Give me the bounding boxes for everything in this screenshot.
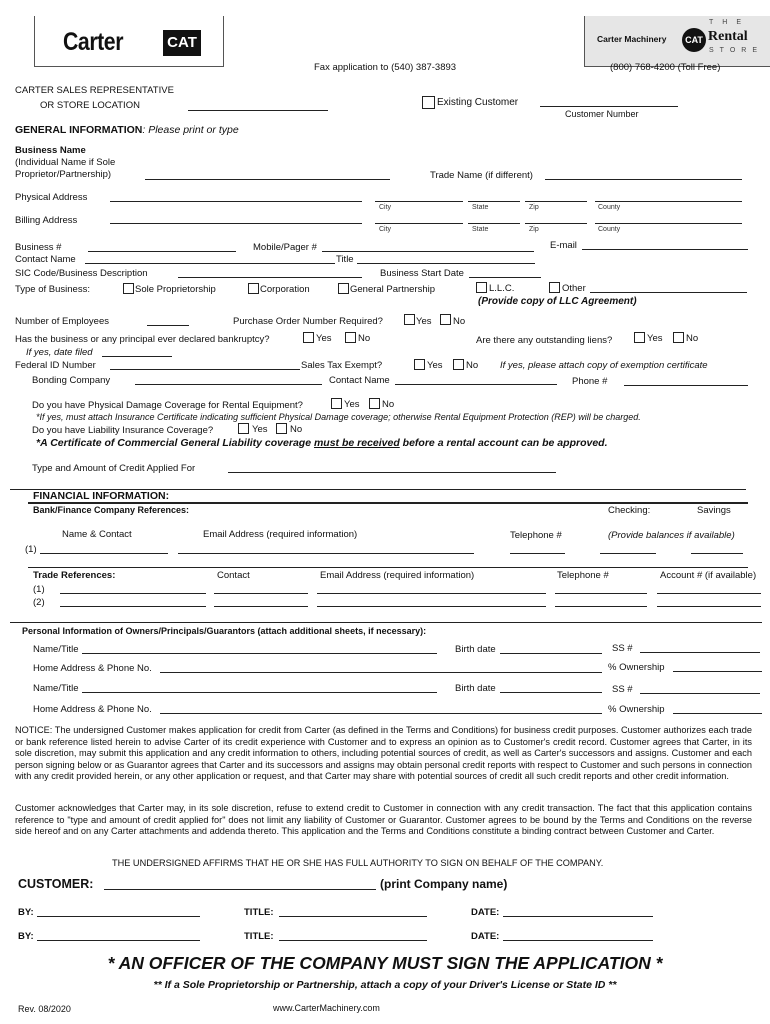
employees-field[interactable]	[147, 325, 189, 326]
sales-tax-label: Sales Tax Exempt?	[301, 360, 383, 371]
trade-1-account-field[interactable]	[657, 593, 761, 594]
bankruptcy-label: Has the business or any principal ever declared bankruptcy?	[15, 334, 270, 345]
federal-id-label: Federal ID Number	[15, 360, 96, 371]
billing-address-label: Billing Address	[15, 215, 78, 226]
existing-customer-checkbox[interactable]	[422, 96, 435, 109]
rental-store-logo-box	[584, 16, 770, 67]
personal-info-heading: Personal Information of Owners/Principals/Guarantors (attach additional sheets, if necessary):	[22, 626, 427, 636]
date-1-label: DATE:	[471, 907, 500, 918]
owner-2-name-field[interactable]	[82, 692, 437, 693]
general-info-heading: GENERAL INFORMATION: Please print or type	[15, 124, 239, 136]
sales-rep-field[interactable]	[188, 110, 328, 111]
print-company-label: (print Company name)	[380, 877, 508, 891]
email-field[interactable]	[582, 249, 748, 250]
rental-word: Rental	[708, 29, 748, 44]
existing-customer-label: Existing Customer	[437, 97, 519, 108]
title-field[interactable]	[357, 263, 535, 264]
liens-yes-label: Yes	[647, 333, 663, 344]
general-partnership-label: General Partnership	[350, 284, 436, 295]
po-no-checkbox[interactable]	[440, 314, 451, 325]
po-required-label: Purchase Order Number Required?	[233, 316, 383, 327]
balances-note: (Provide balances if available)	[608, 530, 735, 541]
liability-no-label: No	[290, 424, 303, 435]
officer-sign-warning: * AN OFFICER OF THE COMPANY MUST SIGN THE APPLICATION *	[107, 953, 663, 973]
business-name-label: Business Name	[15, 145, 86, 156]
billing-county-field[interactable]	[595, 223, 742, 224]
sales-tax-yes-label: Yes	[427, 360, 443, 371]
physical-county-label: County	[598, 204, 621, 211]
trade-refs-label: Trade References:	[33, 570, 116, 581]
llc-agreement-note: (Provide copy of LLC Agreement)	[478, 296, 637, 307]
bankruptcy-date-label: If yes, date filed	[26, 347, 93, 358]
billing-state-label: State	[472, 226, 489, 233]
fax-number: Fax application to (540) 387-3893	[314, 62, 457, 73]
trade-telephone-header: Telephone #	[557, 570, 609, 581]
trade-1-telephone-field[interactable]	[555, 593, 647, 594]
owner-1-ownership-label: % Ownership	[608, 662, 665, 673]
po-no-label: No	[453, 316, 466, 327]
date-2-field[interactable]	[503, 940, 653, 941]
sales-rep-label: CARTER SALES REPRESENTATIVE	[15, 85, 174, 96]
bankruptcy-no-label: No	[358, 333, 371, 344]
physical-state-label: State	[472, 204, 489, 211]
llc-label: L.L.C.	[489, 283, 515, 294]
federal-id-field[interactable]	[110, 369, 300, 370]
savings-label: Savings	[697, 505, 731, 516]
owner-2-name-label: Name/Title	[33, 683, 79, 694]
bankruptcy-yes-label: Yes	[316, 333, 332, 344]
date-2-label: DATE:	[471, 931, 500, 942]
damage-insurance-note: *If yes, must attach Insurance Certificate indicating sufficient Physical Damage coverage; otherwise Rental Equipment Protection (REP) will be charged.	[36, 412, 641, 422]
owner-2-ss-field[interactable]	[640, 693, 760, 694]
trade-2-account-field[interactable]	[657, 606, 761, 607]
customer-label: CUSTOMER:	[18, 877, 94, 891]
damage-yes-label: Yes	[344, 399, 360, 410]
business-number-label: Business #	[15, 242, 62, 253]
liability-certificate-note: *A Certificate of Commercial General Liability coverage must be received before a rental account can be approved.	[36, 437, 608, 449]
bankruptcy-no-checkbox[interactable]	[345, 332, 356, 343]
title-1-label: TITLE:	[244, 907, 274, 918]
sic-label: SIC Code/Business Description	[15, 268, 148, 279]
bank-row-1-label: (1)	[25, 544, 37, 555]
trade-1-contact-field[interactable]	[214, 593, 308, 594]
mobile-field[interactable]	[322, 251, 534, 252]
by-2-field[interactable]	[37, 940, 200, 941]
rental-store-text: STORE	[709, 47, 763, 54]
owner-1-ownership-field[interactable]	[673, 671, 762, 672]
cat-logo: CAT	[163, 30, 201, 56]
bank-name-field[interactable]	[40, 553, 168, 554]
trade-contact-header: Contact	[217, 570, 250, 581]
business-name-note2: Proprietor/Partnership)	[15, 169, 112, 180]
start-date-field[interactable]	[469, 277, 541, 278]
title-1-field[interactable]	[279, 916, 427, 917]
liability-yes-label: Yes	[252, 424, 268, 435]
authority-affirmation: THE UNDERSIGNED AFFIRMS THAT HE OR SHE HAS FULL AUTHORITY TO SIGN ON BEHALF OF THE COMPANY.	[112, 858, 604, 868]
billing-city-field[interactable]	[375, 223, 463, 224]
store-location-label: OR STORE LOCATION	[40, 100, 140, 111]
owner-1-name-label: Name/Title	[33, 644, 79, 655]
bank-telephone-header: Telephone #	[510, 530, 562, 541]
sales-tax-no-label: No	[466, 360, 479, 371]
physical-address-label: Physical Address	[15, 192, 88, 203]
trade-2-name-field[interactable]	[60, 606, 206, 607]
mobile-label: Mobile/Pager #	[253, 242, 317, 253]
financial-heading-rule	[28, 502, 748, 504]
email-label: E-mail	[550, 240, 577, 251]
owner-2-address-field[interactable]	[160, 713, 602, 714]
customer-number-field[interactable]	[540, 106, 678, 107]
bankruptcy-date-field[interactable]	[102, 356, 172, 357]
physical-county-field[interactable]	[595, 201, 742, 202]
bank-savings-field[interactable]	[691, 553, 743, 554]
cat-round-logo: CAT	[682, 28, 706, 52]
business-name-note1: (Individual Name if Sole	[15, 157, 116, 168]
owner-2-address-label: Home Address & Phone No.	[33, 704, 152, 715]
physical-city-label: City	[379, 204, 392, 211]
trade-name-label: Trade Name (if different)	[430, 170, 533, 181]
po-yes-checkbox[interactable]	[404, 314, 415, 325]
billing-city-label: City	[379, 226, 392, 233]
customer-company-field[interactable]	[104, 889, 376, 890]
bonding-phone-field[interactable]	[624, 385, 748, 386]
type-of-business-label: Type of Business:	[15, 284, 90, 295]
general-partnership-checkbox[interactable]	[338, 283, 349, 294]
liability-question: Do you have Liability Insurance Coverage?	[32, 425, 214, 436]
damage-yes-checkbox[interactable]	[331, 398, 342, 409]
liens-no-label: No	[686, 333, 699, 344]
credit-type-label: Type and Amount of Credit Applied For	[32, 463, 196, 474]
business-name-field[interactable]	[145, 179, 390, 180]
bonding-contact-field[interactable]	[395, 384, 557, 385]
corporation-label: Corporation	[260, 284, 310, 295]
po-yes-label: Yes	[416, 316, 432, 327]
credit-type-field[interactable]	[228, 472, 556, 473]
trade-1-email-field[interactable]	[317, 593, 546, 594]
billing-state-field[interactable]	[468, 223, 520, 224]
acknowledgement-paragraph: Customer acknowledges that Carter may, in its sole discretion, refuse to extend credit to Customer in connection with any credit transaction. The fact that this application contains reference to "type and amount of credit applied for" does not limit any liability of Customer or Guarantor. Customer agrees to be bound by the Terms and Conditions on the reverse side hereof and on any Carter attachments and addenda thereto. This application and the Terms and Conditions constitute a binding contract between Customer and Carter.	[15, 803, 752, 836]
bank-telephone-field[interactable]	[510, 553, 565, 554]
contact-name-label: Contact Name	[15, 254, 76, 265]
financial-heading: FINANCIAL INFORMATION:	[33, 490, 170, 502]
liens-yes-checkbox[interactable]	[634, 332, 645, 343]
physical-zip-label: Zip	[529, 204, 539, 211]
trade-row-1-label: (1)	[33, 584, 45, 595]
bank-name-contact-header: Name & Contact	[62, 529, 132, 540]
title-2-label: TITLE:	[244, 931, 274, 942]
owner-1-ss-field[interactable]	[640, 652, 760, 653]
physical-state-field[interactable]	[468, 201, 520, 202]
website-link[interactable]: www.CarterMachinery.com	[273, 1003, 380, 1013]
sic-field[interactable]	[178, 277, 362, 278]
employees-label: Number of Employees	[15, 316, 109, 327]
toll-free-number: (800) 768-4200 (Toll Free)	[610, 62, 721, 73]
other-field[interactable]	[590, 292, 747, 293]
rental-the-text: THE	[709, 19, 750, 26]
damage-no-label: No	[382, 399, 395, 410]
bonding-label: Bonding Company	[32, 375, 111, 386]
business-number-field[interactable]	[88, 251, 236, 252]
trade-1-name-field[interactable]	[60, 593, 206, 594]
liability-no-checkbox[interactable]	[276, 423, 287, 434]
trade-2-telephone-field[interactable]	[555, 606, 647, 607]
notice-paragraph: NOTICE: The undersigned Customer makes application for credit from Carter (as defined in the Terms and Conditions) for business credit purposes. Customer authorizes each trade or bank reference listed herein to advise Carter of its credit experience with Customer and to express an opinion as to Customer's credit record. Customer agrees that Carter, in its sole discretion, may submit this application and any credit information to others, including potential sources of credit, as well as Carter's successors and assigns. Customer and each person signing below or as Guarantor agrees that Carter and its successors and assigns may obtain personal credit reports with respect to Customer and such persons in connection with any credit provided herein, or any other application or request, and that Carter may share with potential sources of credit all such credit reports and other credit information.	[15, 725, 752, 781]
trade-row-2-label: (2)	[33, 597, 45, 608]
sole-prop-checkbox[interactable]	[123, 283, 134, 294]
owner-1-birth-label: Birth date	[455, 644, 496, 655]
llc-checkbox[interactable]	[476, 282, 487, 293]
bankruptcy-yes-checkbox[interactable]	[303, 332, 314, 343]
sole-prop-label: Sole Proprietorship	[135, 284, 216, 295]
liability-yes-checkbox[interactable]	[238, 423, 249, 434]
trade-2-contact-field[interactable]	[214, 606, 308, 607]
liens-label: Are there any outstanding liens?	[476, 335, 613, 346]
drivers-license-note: ** If a Sole Proprietorship or Partnership, attach a copy of your Driver's License or State ID **	[153, 979, 617, 991]
by-1-label: BY:	[18, 907, 34, 918]
carter-machinery-label: Carter Machinery	[597, 34, 667, 44]
physical-city-field[interactable]	[375, 201, 463, 202]
owner-1-name-field[interactable]	[82, 653, 437, 654]
contact-name-field[interactable]	[85, 263, 335, 264]
start-date-label: Business Start Date	[380, 268, 464, 279]
corporation-checkbox[interactable]	[248, 283, 259, 294]
title-label: Title	[336, 254, 354, 265]
other-checkbox[interactable]	[549, 282, 560, 293]
bank-refs-label: Bank/Finance Company References:	[33, 505, 190, 515]
customer-number-label: Customer Number	[565, 109, 639, 119]
owner-2-birth-field[interactable]	[500, 692, 602, 693]
damage-coverage-question: Do you have Physical Damage Coverage for Rental Equipment?	[32, 400, 303, 411]
billing-address-field[interactable]	[110, 223, 362, 224]
date-1-field[interactable]	[503, 916, 653, 917]
owner-1-address-label: Home Address & Phone No.	[33, 663, 152, 674]
bank-email-field[interactable]	[178, 553, 474, 554]
personal-divider	[10, 622, 762, 623]
trade-email-header: Email Address (required information)	[320, 570, 475, 581]
title-2-field[interactable]	[279, 940, 427, 941]
bank-email-header: Email Address (required information)	[203, 529, 358, 540]
by-2-label: BY:	[18, 931, 34, 942]
bank-checking-field[interactable]	[600, 553, 656, 554]
exemption-note: If yes, please attach copy of exemption certificate	[500, 360, 708, 371]
bonding-phone-label: Phone #	[572, 376, 608, 387]
trade-divider	[28, 567, 748, 568]
other-label: Other	[562, 283, 586, 294]
trade-2-email-field[interactable]	[317, 606, 546, 607]
owner-1-ss-label: SS #	[612, 643, 633, 654]
trade-account-header: Account # (if available)	[660, 570, 757, 581]
trade-name-field[interactable]	[545, 179, 742, 180]
bonding-contact-label: Contact Name	[329, 375, 390, 386]
billing-zip-field[interactable]	[525, 223, 587, 224]
physical-zip-field[interactable]	[525, 201, 587, 202]
physical-address-field[interactable]	[110, 201, 362, 202]
carter-logo-box	[34, 16, 224, 67]
carter-logo-text: Carter	[63, 28, 124, 56]
owner-1-address-field[interactable]	[160, 672, 602, 673]
billing-county-label: County	[598, 226, 621, 233]
damage-no-checkbox[interactable]	[369, 398, 380, 409]
owner-2-birth-label: Birth date	[455, 683, 496, 694]
sales-tax-no-checkbox[interactable]	[453, 359, 464, 370]
liens-no-checkbox[interactable]	[673, 332, 684, 343]
owner-2-ownership-field[interactable]	[673, 713, 762, 714]
billing-zip-label: Zip	[529, 226, 539, 233]
owner-2-ownership-label: % Ownership	[608, 704, 665, 715]
by-1-field[interactable]	[37, 916, 200, 917]
bonding-field[interactable]	[135, 384, 322, 385]
checking-label: Checking:	[608, 505, 651, 516]
owner-1-birth-field[interactable]	[500, 653, 602, 654]
sales-tax-yes-checkbox[interactable]	[414, 359, 425, 370]
revision-label: Rev. 08/2020	[18, 1004, 71, 1014]
owner-2-ss-label: SS #	[612, 684, 633, 695]
